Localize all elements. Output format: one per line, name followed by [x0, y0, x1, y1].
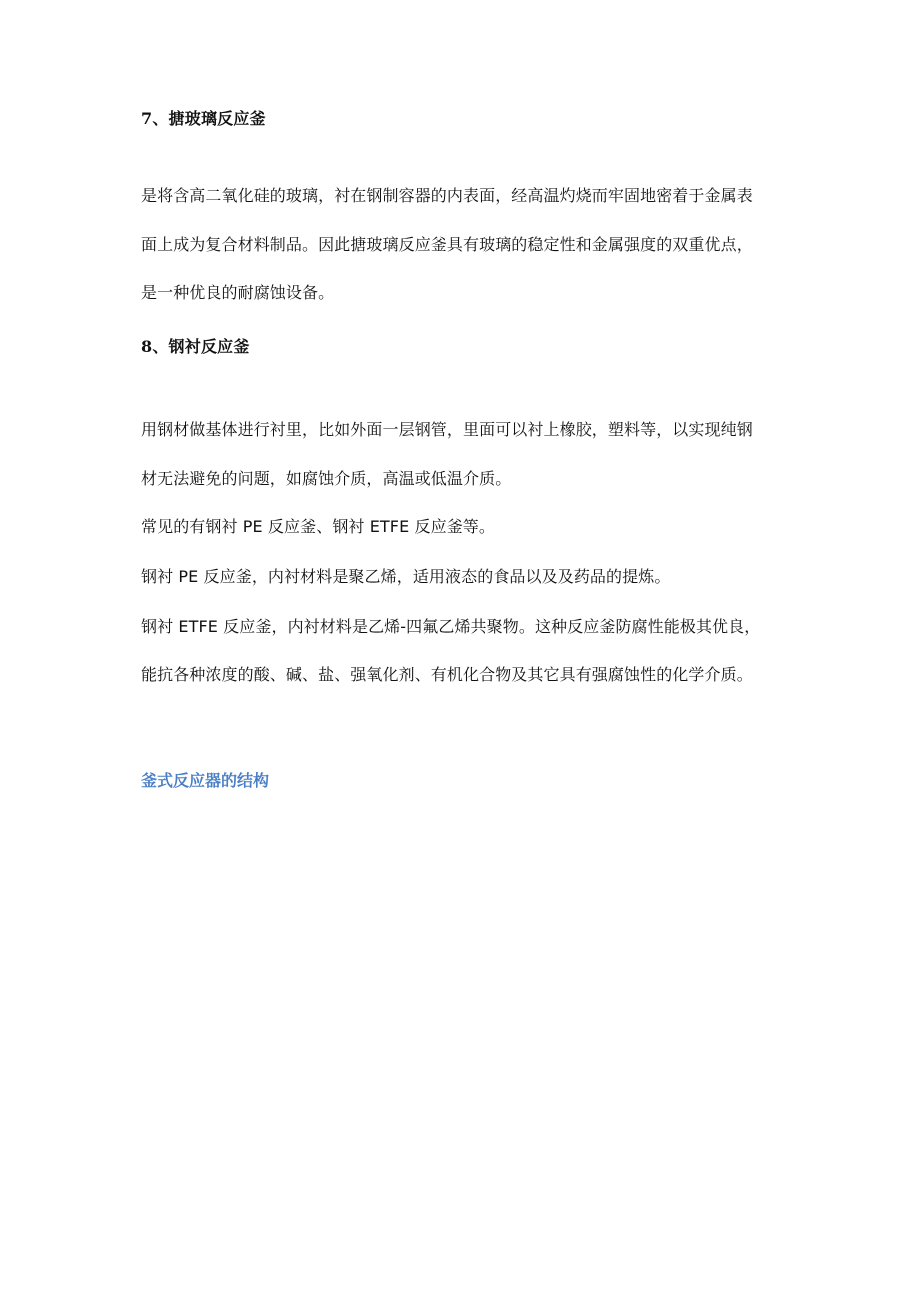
section-7-line-2: 面上成为复合材料制品。因此搪玻璃反应釜具有玻璃的稳定性和金属强度的双重优点， — [141, 235, 753, 254]
section-8-number: 8 — [141, 337, 153, 356]
section-8-title: 、钢衬反应釜 — [152, 337, 250, 356]
structure-heading: 釜式反应器的结构 — [141, 771, 270, 790]
section-7-title: 、搪玻璃反应釜 — [152, 109, 266, 128]
section-7-line-3: 是一种优良的耐腐蚀设备。 — [141, 283, 335, 302]
section-8-line-1: 用钢材做基体进行衬里，比如外面一层钢管，里面可以衬上橡胶，塑料等，以实现纯钢 — [141, 420, 753, 439]
section-8-line-2: 材无法避免的问题，如腐蚀介质，高温或低温介质。 — [141, 469, 512, 488]
section-8-line-3: 常见的有钢衬 PE 反应釜、钢衬 ETFE 反应釜等。 — [141, 517, 495, 536]
section-8-heading — [141, 337, 821, 357]
section-7-heading — [141, 109, 821, 129]
section-8-line-4: 钢衬 PE 反应釜，内衬材料是聚乙烯，适用液态的食品以及及药品的提炼。 — [141, 567, 671, 586]
section-7-line-1: 是将含高二氧化硅的玻璃，衬在钢制容器的内表面，经高温灼烧而牢固地密着于金属表 — [141, 186, 753, 205]
section-7-number: 7 — [141, 109, 153, 128]
section-8-line-6: 能抗各种浓度的酸、碱、盐、强氧化剂、有机化合物及其它具有强腐蚀性的化学介质。 — [141, 665, 753, 684]
section-8-line-5: 钢衬 ETFE 反应釜，内衬材料是乙烯-四氟乙烯共聚物。这种反应釜防腐性能极其优良， — [141, 617, 761, 636]
